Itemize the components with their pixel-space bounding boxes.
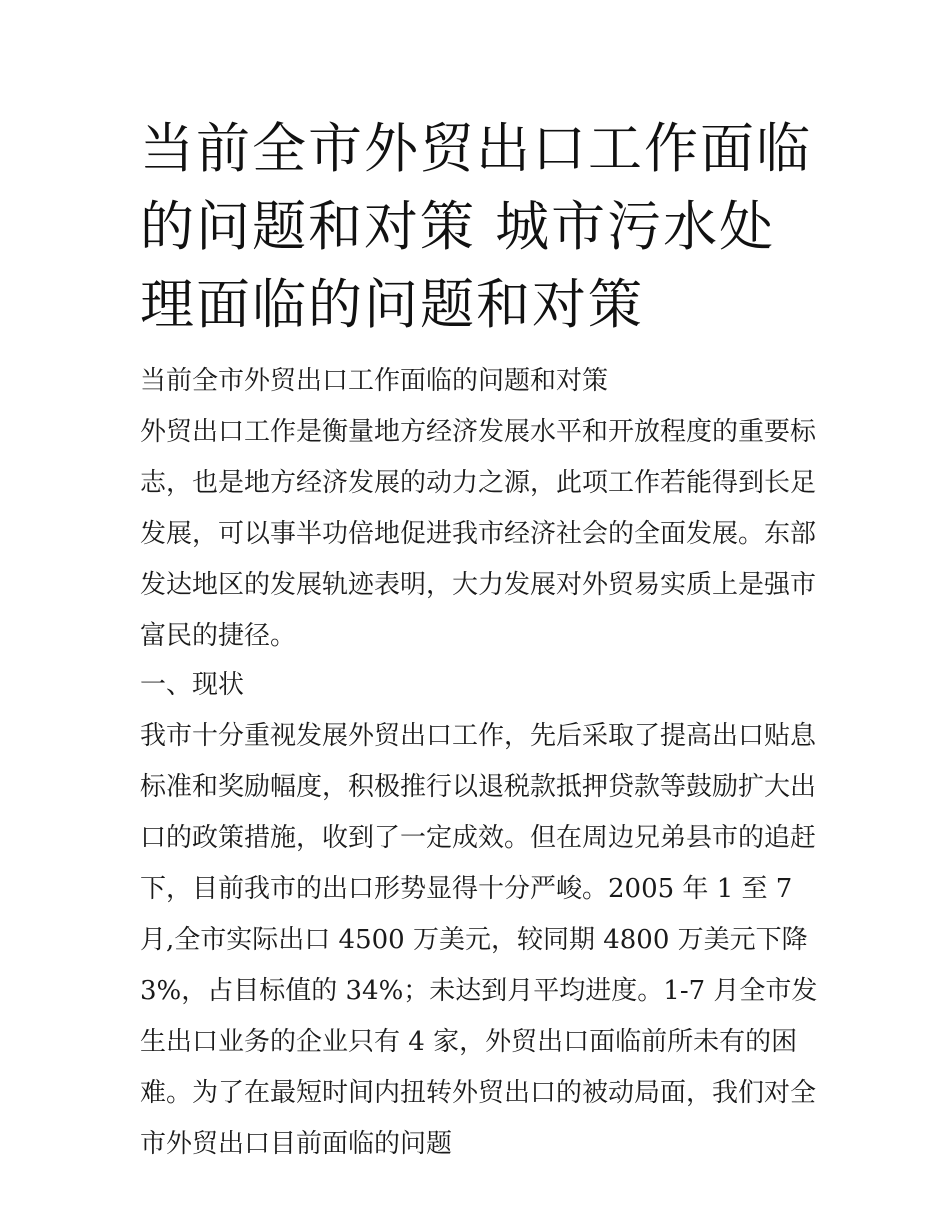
document-title: 当前全市外贸出口工作面临的问题和对策 城市污水处理面临的问题和对策 — [140, 117, 812, 336]
document-subtitle: 当前全市外贸出口工作面临的问题和对策 — [140, 366, 609, 396]
section-heading-status: 一、现状 — [140, 670, 245, 700]
intro-paragraph: 外贸出口工作是衡量地方经济发展水平和开放程度的重要标志，也是地方经济发展的动力之源，此项工作若能得到长足发展，可以事半功倍地促进我市经济社会的全面发展。东部发达地区的发展轨迹表明，大力发展对外贸易实质上是强市富民的捷径。 — [140, 417, 817, 651]
status-paragraph: 我市十分重视发展外贸出口工作，先后采取了提高出口贴息标准和奖励幅度，积极推行以退税款抵押贷款等鼓励扩大出口的政策措施，收到了一定成效。但在周边兄弟县市的追赶下，目前我市的出口形势显得十分严峻。2005 年 1 至 7 月,全市实际出口 4500 万美元，较同期 4800 万美元下降 3%，占目标值的 34%；未达到月平均进度。1-7 月全市发生出口业务的企业只有 4 家，外贸出口面临前所未有的困难。为了在最短时间内扭转外贸出口的被动局面，我们对全市外贸出口目前面临的问题 — [140, 721, 818, 1159]
